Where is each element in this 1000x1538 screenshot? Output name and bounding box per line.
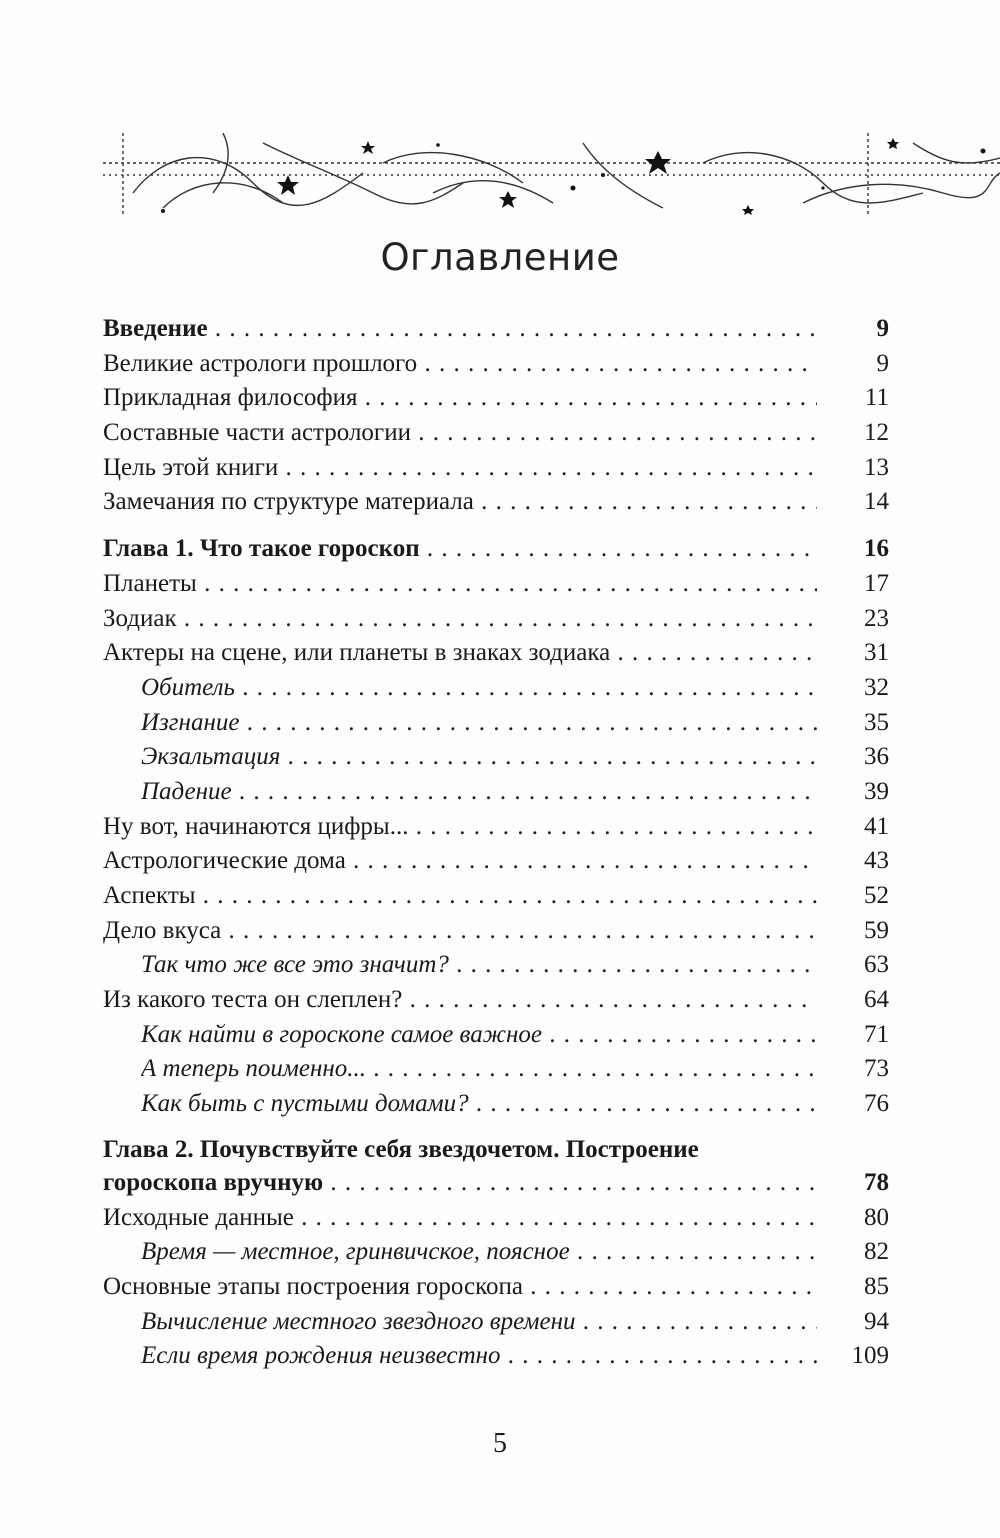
toc-page-number: 35: [864, 708, 889, 736]
toc-entry-label: Составные части астрологии . . .: [103, 416, 817, 450]
toc-entry-label: Обитель . . .: [141, 671, 817, 705]
toc-entry[interactable]: [103, 879, 889, 914]
toc-entry-label: Аспекты . . .: [103, 879, 817, 913]
toc-entry-label: Ну вот, начинаются цифры... . . .: [103, 810, 817, 844]
toc-entry-label: Зодиак . . .: [103, 602, 817, 636]
toc-page-number: 73: [864, 1055, 889, 1083]
toc-subentry[interactable]: [103, 706, 889, 741]
toc-entry-label: Астрологические дома . . .: [103, 844, 817, 878]
toc-entry[interactable]: [103, 347, 889, 382]
toc-entry-label: Вычисление местного звездного времени . . .: [141, 1305, 817, 1339]
toc-entry-label: Так что же все это значит? . . .: [141, 948, 817, 982]
toc-subentry[interactable]: [103, 1235, 889, 1270]
star-map-banner: [103, 133, 1000, 215]
toc-page-number: 78: [864, 1168, 889, 1196]
toc-entry[interactable]: [103, 567, 889, 602]
toc-page-number: 64: [864, 986, 889, 1014]
toc-subentry[interactable]: [103, 1018, 889, 1053]
page-number: 5: [493, 1428, 507, 1459]
toc-entry[interactable]: [103, 636, 889, 671]
toc-page-number: 94: [864, 1307, 889, 1335]
section-gap: [103, 1122, 889, 1134]
toc-subentry[interactable]: [103, 948, 889, 983]
toc-entry[interactable]: [103, 485, 889, 520]
toc-entry-label: Как быть с пустыми домами? . . .: [141, 1087, 817, 1121]
toc-page-number: 109: [851, 1342, 889, 1370]
toc-subentry[interactable]: [103, 1087, 889, 1122]
toc-chapter-2-heading: Глава 2. Почувствуйте себя звездочетом. Построение: [103, 1135, 699, 1163]
toc-page-number: 80: [864, 1203, 889, 1231]
toc-page-number: 63: [864, 951, 889, 979]
toc-entry-label: Основные этапы построения гороскопа . . .: [103, 1270, 817, 1304]
toc-chapter-intro[interactable]: [103, 312, 889, 347]
table-of-contents: [103, 312, 889, 1374]
toc-entry-label: Дело вкуса . . .: [103, 914, 817, 948]
toc-entry-label: Как найти в гороскопе самое важное . . .: [141, 1018, 817, 1052]
toc-entry-label: Исходные данные . . .: [103, 1201, 817, 1235]
toc-entry[interactable]: [103, 844, 889, 879]
toc-entry-label: Великие астрологи прошлого . . .: [103, 347, 817, 381]
toc-page-number: 32: [864, 673, 889, 701]
toc-entry[interactable]: [103, 381, 889, 416]
toc-subentry[interactable]: [103, 740, 889, 775]
toc-page-number: 14: [864, 488, 889, 516]
toc-subentry[interactable]: [103, 671, 889, 706]
toc-entry-label: Планеты . . .: [103, 567, 817, 601]
toc-subentry[interactable]: [103, 775, 889, 810]
toc-page-number: 85: [864, 1272, 889, 1300]
toc-entry[interactable]: [103, 1201, 889, 1236]
page-title: Оглавление: [380, 236, 620, 279]
toc-entry-label: Экзальтация . . .: [141, 740, 817, 774]
toc-subentry[interactable]: [103, 1052, 889, 1087]
toc-page-number: 43: [864, 847, 889, 875]
toc-entry-label: Актеры на сцене, или планеты в знаках зодиака . . .: [103, 636, 817, 670]
toc-chapter-1[interactable]: [103, 532, 889, 567]
toc-entry-label: Введение . . .: [103, 312, 817, 346]
toc-entry[interactable]: [103, 810, 889, 845]
toc-page-number: 31: [864, 639, 889, 667]
toc-entry[interactable]: [103, 983, 889, 1018]
toc-page-number: 12: [864, 419, 889, 447]
toc-entry-label: Если время рождения неизвестно . . .: [141, 1339, 817, 1373]
toc-entry-label: Прикладная философия . . .: [103, 381, 817, 415]
toc-entry-label: гороскопа вручную . . .: [103, 1166, 817, 1200]
toc-chapter-2[interactable]: [103, 1166, 889, 1201]
toc-page-number: 9: [876, 349, 889, 377]
toc-page-number: 76: [864, 1090, 889, 1118]
section-gap: [103, 520, 889, 532]
toc-entry-label: Замечания по структуре материала . . .: [103, 485, 817, 519]
toc-entry-label: Падение . . .: [141, 775, 817, 809]
toc-page-number: 36: [864, 743, 889, 771]
toc-entry-label: Время — местное, гринвичское, поясное . . .: [141, 1235, 817, 1269]
toc-page-number: 23: [864, 604, 889, 632]
toc-page-number: 9: [876, 315, 889, 342]
toc-page-number: 39: [864, 777, 889, 805]
toc-subentry[interactable]: [103, 1305, 889, 1340]
toc-subentry[interactable]: [103, 1339, 889, 1374]
toc-page-number: 59: [864, 916, 889, 944]
toc-entry[interactable]: [103, 1270, 889, 1305]
toc-entry[interactable]: [103, 451, 889, 486]
toc-page-number: 52: [864, 882, 889, 909]
toc-entry[interactable]: [103, 416, 889, 451]
toc-page-number: 71: [864, 1020, 889, 1048]
toc-entry-label: Из какого теста он слеплен? . . .: [103, 983, 817, 1017]
toc-entry-label: Цель этой книги . . .: [103, 451, 817, 485]
toc-page-number: 82: [864, 1238, 889, 1266]
toc-entry[interactable]: [103, 914, 889, 949]
star-map-illustration: [103, 133, 1000, 215]
toc-page-number: 11: [864, 384, 889, 412]
toc-page-number: 13: [864, 453, 889, 481]
toc-entry[interactable]: [103, 602, 889, 637]
toc-page-number: 16: [864, 535, 889, 563]
toc-entry-label: Изгнание . . .: [141, 706, 817, 740]
toc-page-number: 17: [864, 569, 889, 597]
toc-entry-label: А теперь поименно... . . .: [141, 1052, 817, 1086]
toc-entry-label: Глава 1. Что такое гороскоп . . .: [103, 532, 817, 566]
toc-page-number: 41: [864, 812, 889, 840]
